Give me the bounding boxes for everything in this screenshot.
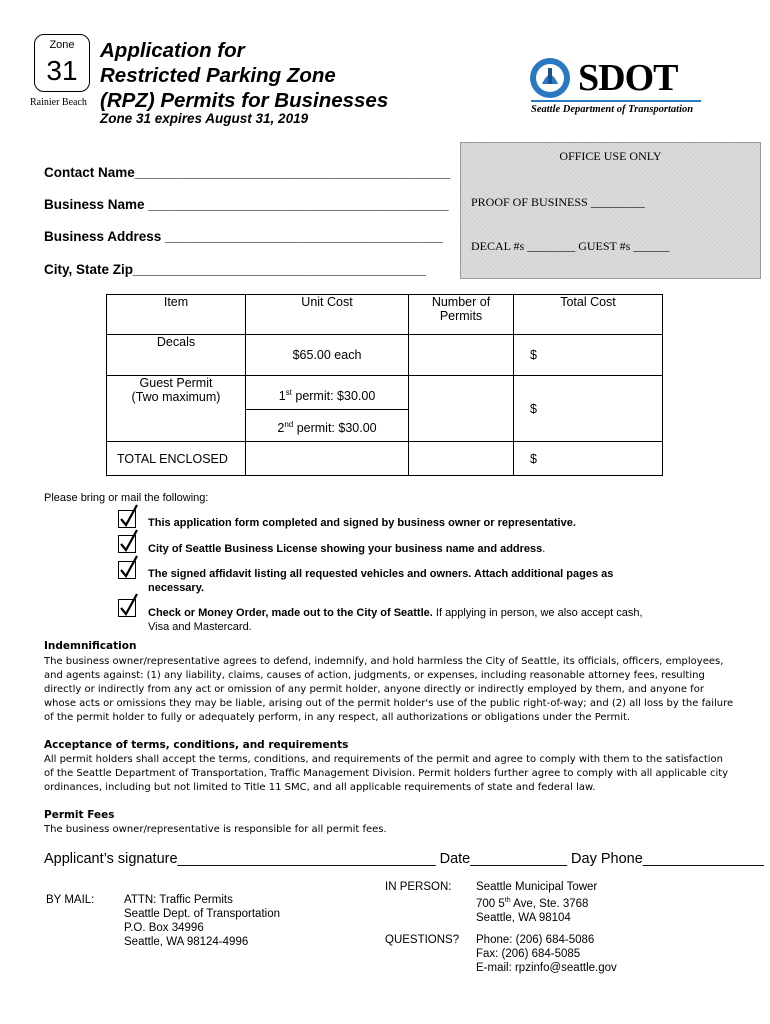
indemnification-heading: Indemnification bbox=[44, 640, 137, 652]
phone-number: Phone: (206) 684-5086 bbox=[476, 934, 595, 946]
header-number: Number of Permits bbox=[409, 295, 514, 335]
zone-area: Rainier Beach bbox=[30, 97, 87, 108]
business-address-field[interactable]: Business Address _____________________________________ bbox=[44, 229, 443, 244]
guest-first-permit: 1st permit: $30.00 bbox=[278, 388, 376, 404]
table-row-guest bbox=[107, 376, 663, 442]
permit-fees-heading: Permit Fees bbox=[44, 809, 115, 821]
guest-unit-cost bbox=[246, 376, 409, 442]
zone-badge bbox=[34, 34, 90, 92]
permit-fees-body: The business owner/representative is responsible for all permit fees. bbox=[44, 824, 387, 835]
table-header-row bbox=[107, 295, 663, 335]
office-use-box bbox=[460, 142, 761, 279]
permit-fee-table bbox=[106, 294, 663, 476]
office-use-title: OFFICE USE ONLY bbox=[559, 149, 662, 163]
decal-guest-field: DECAL #s ________ GUEST #s ______ bbox=[471, 239, 670, 253]
sdot-logo-icon bbox=[528, 56, 574, 100]
page-title bbox=[100, 38, 388, 113]
sdot-logo-text: SDOT bbox=[578, 57, 678, 99]
questions-label: QUESTIONS? bbox=[385, 934, 460, 946]
requirement-payment: Check or Money Order, made out to the City of Seattle. If applying in person, we also accept cash, Visa and Mastercard. bbox=[148, 607, 643, 633]
zone-number: 31 bbox=[46, 55, 78, 86]
requirement-application: This application form completed and signed by business owner or representative. bbox=[148, 517, 576, 529]
total-enclosed-label: TOTAL ENCLOSED bbox=[107, 442, 246, 476]
checkmark-icon bbox=[117, 503, 139, 529]
guest-second-permit: 2nd permit: $30.00 bbox=[277, 420, 377, 436]
acceptance-body: All permit holders shall accept the terms, conditions, and requirements of the permit and agree to comply with them to the satisfaction of the Seattle Department of Transportation, Traffic Management Division. Permit holders further agree to comply with all applicable city ordinances, including but not limited to Title 11 SMC, and all applicable requirements of state and federal law. bbox=[44, 754, 729, 793]
in-person-label: IN PERSON: bbox=[385, 881, 452, 893]
decals-item: Decals bbox=[107, 335, 246, 376]
checkmark-icon bbox=[117, 592, 139, 618]
by-mail-label: BY MAIL: bbox=[46, 894, 95, 906]
decals-unit-cost: $65.00 each bbox=[246, 335, 409, 376]
total-empty-cell bbox=[409, 442, 514, 476]
zone-label: Zone bbox=[49, 39, 75, 51]
signature-line[interactable]: Applicant’s signature________________________________ Date____________ Day Phone_______________ bbox=[44, 851, 764, 867]
header-unit-cost: Unit Cost bbox=[246, 295, 409, 335]
title-line-1: Application for bbox=[100, 39, 245, 62]
title-line-2: Restricted Parking Zone bbox=[100, 64, 336, 87]
guest-divider bbox=[246, 409, 408, 410]
email-link[interactable]: E-mail: rpzinfo@seattle.gov bbox=[476, 962, 617, 974]
requirement-license: City of Seattle Business License showing your business name and address. bbox=[148, 543, 546, 555]
decals-quantity-input[interactable] bbox=[409, 335, 514, 376]
in-person-address: Seattle Municipal Tower 700 5th Ave, Ste. 3768 Seattle, WA 98104 bbox=[476, 881, 598, 924]
checkbox-affidavit[interactable] bbox=[118, 561, 136, 579]
fax-number: Fax: (206) 684-5085 bbox=[476, 948, 581, 960]
checkmark-icon bbox=[117, 528, 139, 554]
title-line-3: (RPZ) Permits for Businesses bbox=[100, 89, 389, 112]
guest-item: Guest Permit (Two maximum) bbox=[107, 376, 246, 442]
business-name-field[interactable]: Business Name ________________________________________ bbox=[44, 197, 449, 212]
logo-subtitle: Seattle Department of Transportation bbox=[531, 104, 694, 115]
header-item: Item bbox=[107, 295, 246, 335]
table-row-total bbox=[107, 442, 663, 476]
checkbox-payment[interactable] bbox=[118, 599, 136, 617]
table-row-decals bbox=[107, 335, 663, 376]
header-total-cost: Total Cost bbox=[514, 295, 663, 335]
checkbox-license[interactable] bbox=[118, 535, 136, 553]
bring-intro: Please bring or mail the following: bbox=[44, 492, 209, 504]
proof-of-business-field: PROOF OF BUSINESS _________ bbox=[471, 195, 645, 209]
mail-address: ATTN: Traffic Permits Seattle Dept. of Transportation P.O. Box 34996 Seattle, WA 98124-4996 bbox=[124, 894, 280, 948]
indemnification-body: The business owner/representative agrees to defend, indemnify, and hold harmless the City of Seattle, its officials, officers, employees, and agents against: (1) any liability, claims, causes of action, judgments, or expenses, including reasonable attorney fees, resulting directly or indirectly from any act or omission of any permit holder, anyone directly or indirectly employed by them, and anyone for whose acts or omissions they may be liable, arising out of the permit holder's use of the public right-of-way; and (2) all loss by the failure of the permit holder to fully or adequately perform, in any respect, all authorizations or obligations under the Permit. bbox=[44, 656, 734, 723]
acceptance-heading: Acceptance of terms, conditions, and requirements bbox=[44, 739, 349, 751]
questions-contact bbox=[476, 933, 617, 975]
requirement-affidavit: The signed affidavit listing all requested vehicles and owners. Attach additional pages as necessary. bbox=[148, 568, 614, 594]
checkbox-application[interactable] bbox=[118, 510, 136, 528]
total-empty-cell bbox=[246, 442, 409, 476]
city-state-zip-field[interactable]: City, State Zip_______________________________________ bbox=[44, 262, 426, 277]
checkmark-icon bbox=[117, 554, 139, 580]
logo-divider bbox=[531, 100, 701, 102]
guest-total[interactable]: $ bbox=[514, 376, 663, 442]
guest-quantity-input[interactable] bbox=[409, 376, 514, 442]
zone-expiration: Zone 31 expires August 31, 2019 bbox=[100, 111, 309, 126]
total-enclosed-amount[interactable]: $ bbox=[514, 442, 663, 476]
contact-name-field[interactable]: Contact Name__________________________________________ bbox=[44, 165, 451, 180]
decals-total[interactable]: $ bbox=[514, 335, 663, 376]
